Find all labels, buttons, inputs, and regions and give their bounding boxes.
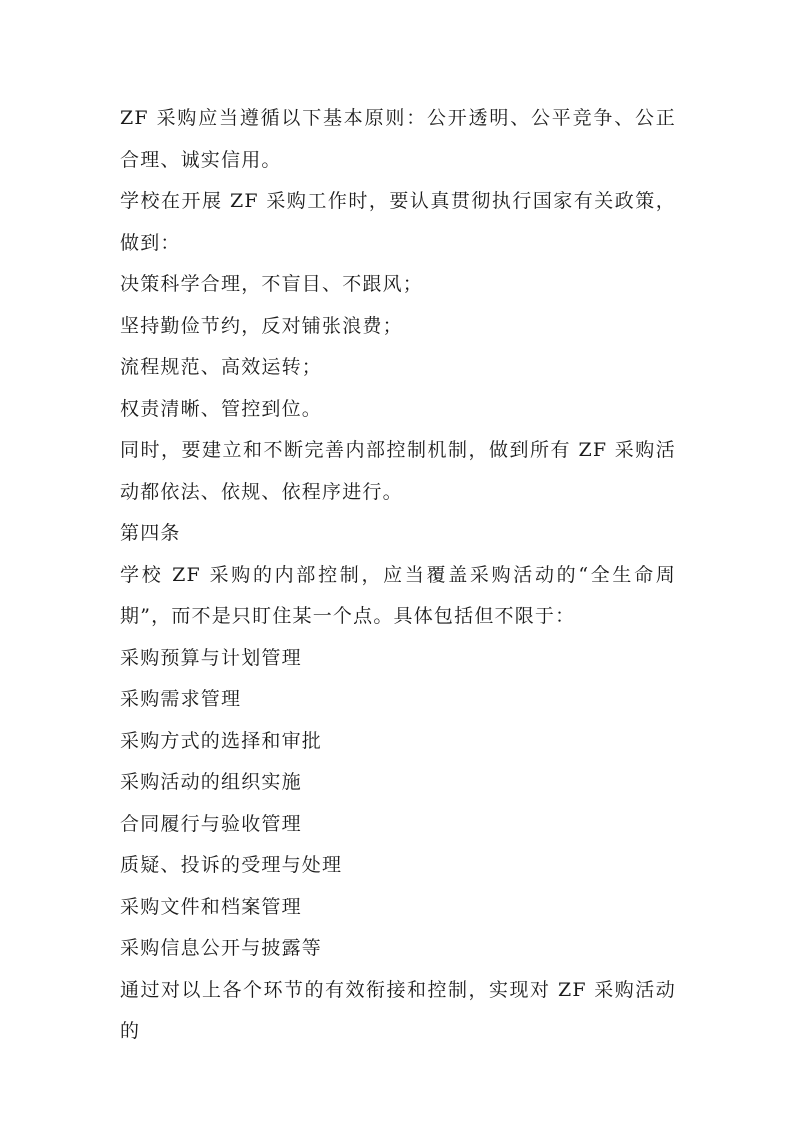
list-item-method: 采购方式的选择和审批 — [120, 729, 323, 752]
paragraph-internal-control: 同时，要建立和不断完善内部控制机制，做到所有 ZF 采购活动都依法、依规、依程序进行。 — [120, 439, 676, 503]
paragraph-principles: ZF 采购应当遵循以下基本原则：公开透明、公平竞争、公正合理、诚实信用。 — [120, 107, 676, 171]
document-body — [120, 98, 676, 1053]
list-item-decision: 决策科学合理，不盲目、不跟风； — [120, 273, 424, 295]
list-item-disclosure: 采购信息公开与披露等 — [120, 937, 323, 959]
list-item-thrift: 坚持勤俭节约，反对铺张浪费； — [120, 314, 403, 337]
list-item-implementation: 采购活动的组织实施 — [120, 771, 302, 793]
paragraph-policy-intro: 学校在开展 ZF 采购工作时，要认真贯彻执行国家有关政策，做到： — [120, 190, 676, 254]
list-item-archives: 采购文件和档案管理 — [120, 895, 302, 918]
article-heading: 第四条 — [120, 522, 181, 544]
list-item-contract: 合同履行与验收管理 — [120, 812, 302, 835]
paragraph-lifecycle: 学校 ZF 采购的内部控制，应当覆盖采购活动的“全生命周期”，而不是只盯住某一个点。具体包括但不限于： — [120, 563, 676, 627]
paragraph-conclusion: 通过对以上各个环节的有效衔接和控制，实现对 ZF 采购活动的 — [120, 978, 676, 1042]
list-item-budget: 采购预算与计划管理 — [120, 646, 302, 669]
list-item-responsibility: 权责清晰、管控到位。 — [120, 397, 323, 420]
list-item-process: 流程规范、高效运转； — [120, 356, 323, 378]
list-item-complaints: 质疑、投诉的受理与处理 — [120, 854, 343, 876]
list-item-demand: 采购需求管理 — [120, 688, 242, 710]
